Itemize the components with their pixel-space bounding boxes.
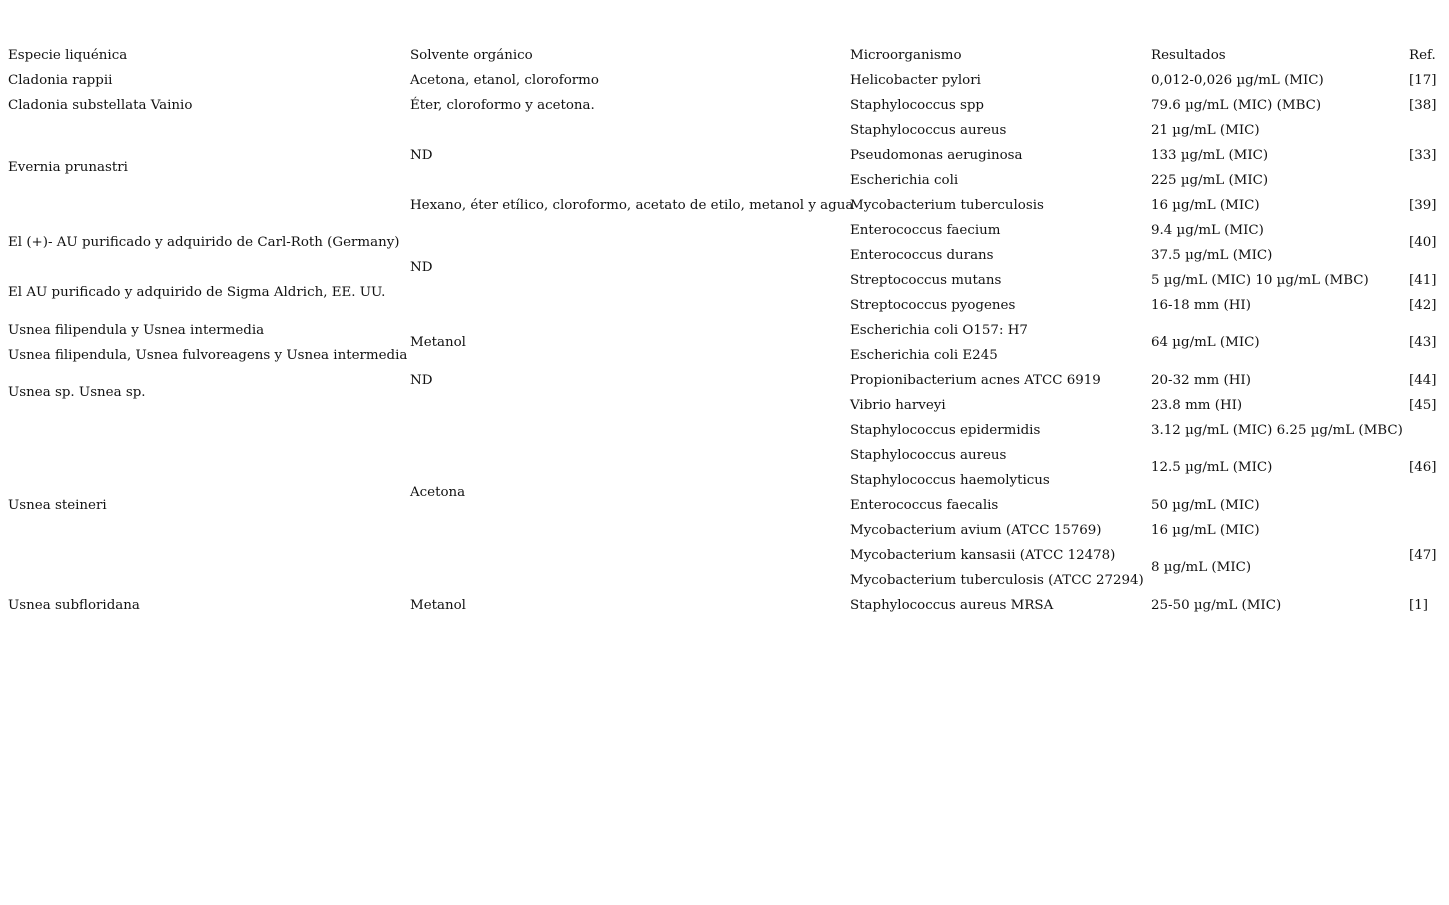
result-cell: 37.5 µg/mL (MIC) [1151,248,1273,263]
result-cell: 64 µg/mL (MIC) [1151,335,1260,350]
organism-cell: Mycobacterium tuberculosis [850,198,1044,213]
header-species: Especie liquénica [8,48,128,63]
result-cell: 9.4 µg/mL (MIC) [1151,223,1264,238]
solvent-cell: Metanol [410,598,466,613]
organism-cell: Mycobacterium kansasii (ATCC 12478) [850,548,1116,563]
result-cell: 16 µg/mL (MIC) [1151,523,1260,538]
result-cell: 50 µg/mL (MIC) [1151,498,1260,513]
species-cell: Usnea steineri [8,498,107,513]
result-cell: 133 µg/mL (MIC) [1151,148,1269,163]
solvent-cell: Acetona [410,485,466,500]
result-cell: 3.12 µg/mL (MIC) 6.25 µg/mL (MBC) [1151,423,1403,438]
ref-cell: [1] [1409,598,1428,613]
organism-cell: Staphylococcus epidermidis [850,423,1041,438]
species-cell: Usnea filipendula y Usnea intermedia [8,323,265,338]
ref-cell: [44] [1409,373,1437,388]
result-cell: 20-32 mm (HI) [1151,373,1251,388]
solvent-cell: Éter, cloroformo y acetona. [410,98,595,113]
species-cell: Usnea sp. Usnea sp. [8,385,146,400]
species-cell: Usnea filipendula, Usnea fulvoreagens y Usnea intermedia [8,348,408,363]
ref-cell: [17] [1409,73,1437,88]
solvent-cell: Metanol [410,335,466,350]
result-cell: 16 µg/mL (MIC) [1151,198,1260,213]
solvent-cell: Acetona, etanol, cloroformo [410,73,599,88]
ref-cell: [46] [1409,460,1437,475]
ref-cell: [47] [1409,548,1437,563]
organism-cell: Staphylococcus spp [850,98,984,113]
organism-cell: Helicobacter pylori [850,73,981,88]
solvent-cell: ND [410,260,433,275]
species-cell: Evernia prunastri [8,160,128,175]
organism-cell: Mycobacterium avium (ATCC 15769) [850,523,1102,538]
ref-cell: [38] [1409,98,1437,113]
organism-cell: Propionibacterium acnes ATCC 6919 [850,373,1101,388]
species-cell: Usnea subfloridana [8,598,140,613]
organism-cell: Staphylococcus haemolyticus [850,473,1050,488]
result-cell: 8 µg/mL (MIC) [1151,560,1252,575]
ref-cell: [40] [1409,235,1437,250]
ref-cell: [42] [1409,298,1437,313]
organism-cell: Staphylococcus aureus [850,448,1007,463]
species-cell: El (+)- AU purificado y adquirido de Carl-Roth (Germany) [8,235,400,250]
ref-cell: [45] [1409,398,1437,413]
organism-cell: Staphylococcus aureus MRSA [850,598,1054,613]
result-cell: 25-50 µg/mL (MIC) [1151,598,1282,613]
ref-cell: [41] [1409,273,1437,288]
organism-cell: Enterococcus faecalis [850,498,999,513]
organism-cell: Enterococcus durans [850,248,994,263]
header-organism: Microorganismo [850,48,962,63]
organism-cell: Streptococcus mutans [850,273,1002,288]
result-cell: 12.5 µg/mL (MIC) [1151,460,1273,475]
organism-cell: Enterococcus faecium [850,223,1001,238]
organism-cell: Staphylococcus aureus [850,123,1007,138]
solvent-cell: ND [410,373,433,388]
result-cell: 0,012-0,026 µg/mL (MIC) [1151,73,1324,88]
ref-cell: [43] [1409,335,1437,350]
result-cell: 5 µg/mL (MIC) 10 µg/mL (MBC) [1151,273,1369,288]
result-cell: 21 µg/mL (MIC) [1151,123,1260,138]
organism-cell: Escherichia coli E245 [850,348,998,363]
species-cell: El AU purificado y adquirido de Sigma Aldrich, EE. UU. [8,285,386,300]
organism-cell: Streptococcus pyogenes [850,298,1016,313]
organism-cell: Mycobacterium tuberculosis (ATCC 27294) [850,573,1144,588]
header-results: Resultados [1151,48,1226,63]
species-cell: Cladonia rappii [8,73,113,88]
header-ref: Ref. [1409,48,1436,63]
organism-cell: Vibrio harveyi [850,398,946,413]
result-cell: 225 µg/mL (MIC) [1151,173,1269,188]
organism-cell: Escherichia coli [850,173,959,188]
result-cell: 16-18 mm (HI) [1151,298,1251,313]
result-cell: 23.8 mm (HI) [1151,398,1243,413]
result-cell: 79.6 µg/mL (MIC) (MBC) [1151,98,1322,113]
solvent-cell: Hexano, éter etílico, cloroformo, acetato de etilo, metanol y agua [410,198,854,213]
solvent-cell: ND [410,148,433,163]
organism-cell: Pseudomonas aeruginosa [850,148,1023,163]
species-cell: Cladonia substellata Vainio [8,98,193,113]
ref-cell: [39] [1409,198,1437,213]
organism-cell: Escherichia coli O157: H7 [850,323,1028,338]
ref-cell: [33] [1409,148,1437,163]
header-solvent: Solvente orgánico [410,48,533,63]
